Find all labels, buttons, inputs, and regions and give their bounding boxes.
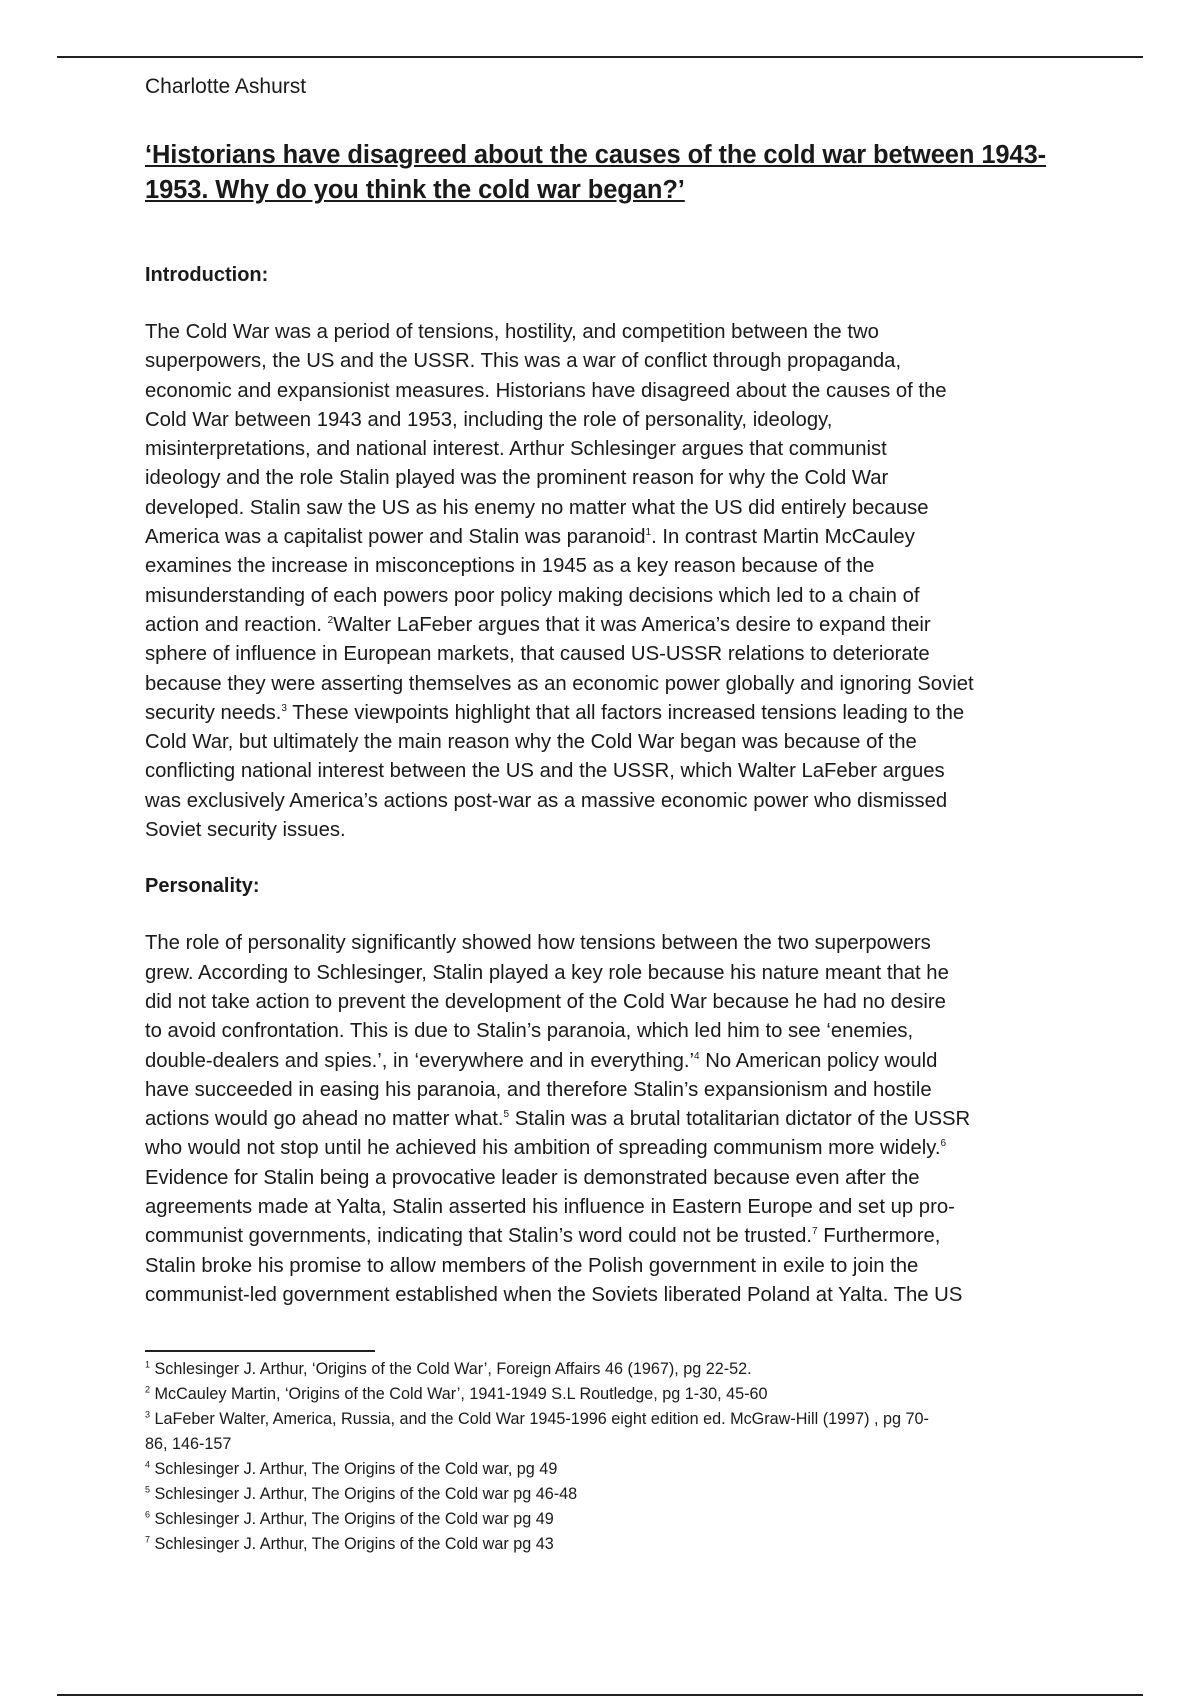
text-fragment: Stalin was a brutal totalitarian dictator of the USSR [509,1108,971,1131]
text-fragment: security needs. [145,701,282,724]
header-rule [57,56,1143,58]
footnote-text: 86, 146-157 [145,1435,232,1453]
text-line [145,699,1070,728]
text-fragment: Furthermore, [817,1225,941,1248]
footnote-number: 2 [145,1384,151,1395]
author-name: Charlotte Ashurst [145,75,307,98]
text-line [145,611,1070,640]
text-line: grew. According to Schlesinger, Stalin played a key role because his nature meant that he [145,961,949,984]
essay-title [145,138,1070,208]
text-line [145,1047,1070,1076]
text-line: conflicting national interest between the US and the USSR, which Walter LaFeber argues [145,760,945,783]
text-fragment: These viewpoints highlight that all factors increased tensions leading to the [286,701,965,724]
text-fragment: double-dealers and spies.’, in ‘everywhere and in everything.’ [145,1049,695,1072]
text-line: The role of personality significantly showed how tensions between the two superpowers [145,932,931,955]
text-fragment: No American policy would [699,1049,938,1072]
footer-rule [57,1694,1143,1696]
footnote-text: Schlesinger J. Arthur, The Origins of the Cold war pg 49 [150,1510,554,1528]
text-line: developed. Stalin saw the US as his enemy no matter what the US did entirely because [145,496,929,519]
footnote [145,1507,1070,1532]
text-line [145,1134,1070,1163]
text-line: Cold War between 1943 and 1953, including the role of personality, ideology, [145,408,833,431]
text-line: ideology and the role Stalin played was the prominent reason for why the Cold War [145,467,889,490]
text-line: was exclusively America’s actions post-war as a massive economic power who dismissed [145,789,948,812]
text-line: have succeeded in easing his paranoia, and therefore Stalin’s expansionism and hostile [145,1078,932,1101]
footnote-number: 7 [145,1534,151,1545]
footnote-text: LaFeber Walter, America, Russia, and the Cold War 1945-1996 eight edition ed. McGraw-Hill (1997) , pg 70- [150,1410,929,1428]
text-line: examines the increase in misconceptions in 1945 as a key reason because of the [145,555,875,578]
text-line [145,1105,1070,1134]
footnote-number: 6 [145,1509,151,1520]
footnote [145,1382,1070,1407]
footnote-text: McCauley Martin, ‘Origins of the Cold War’, 1941-1949 S.L Routledge, pg 1-30, 45-60 [150,1385,768,1403]
personality-paragraph [145,929,1070,1310]
footnote-number: 5 [145,1484,151,1495]
text-fragment: America was a capitalist power and Stalin was paranoid [145,526,646,549]
footnote [145,1457,1070,1482]
footnote-number: 1 [145,1359,151,1370]
text-line [145,523,1070,552]
introduction-paragraph [145,318,1070,845]
text-line: to avoid confrontation. This is due to Stalin’s paranoia, which led him to see ‘enemies, [145,1020,914,1043]
text-line: communist-led government established when the Soviets liberated Poland at Yalta. The US [145,1283,963,1306]
footnote-ref: 6 [940,1138,947,1150]
document-page [145,72,1070,1310]
footnote [145,1357,1070,1382]
footnote-ref: 5 [503,1109,510,1121]
text-fragment: action and reaction. [145,613,328,636]
footnote-number: 4 [145,1459,151,1470]
title-line-1: ‘Historians have disagreed about the causes of the cold war between 1943- [145,141,1047,169]
text-fragment: who would not stop until he achieved his ambition of spreading communism more widely. [145,1137,941,1160]
footnote-text: Schlesinger J. Arthur, ‘Origins of the Cold War’, Foreign Affairs 46 (1967), pg 22-52. [150,1360,752,1378]
introduction-heading: Introduction: [145,264,269,286]
footnote [145,1407,1070,1432]
text-line: superpowers, the US and the USSR. This was a war of conflict through propaganda, [145,350,902,373]
text-line: The Cold War was a period of tensions, hostility, and competition between the two [145,321,879,343]
text-line: economic and expansionist measures. Historians have disagreed about the causes of the [145,379,947,402]
personality-heading: Personality: [145,875,260,898]
footnote-ref: 3 [281,703,287,715]
text-line: agreements made at Yalta, Stalin asserted his influence in Eastern Europe and set up pro- [145,1196,955,1219]
text-line: misinterpretations, and national interest. Arthur Schlesinger argues that communist [145,438,887,461]
text-fragment: communist governments, indicating that Stalin’s word could not be trusted. [145,1225,813,1248]
footnote [145,1532,1070,1557]
text-line: Evidence for Stalin being a provocative leader is demonstrated because even after the [145,1166,920,1189]
text-line: Stalin broke his promise to allow members of the Polish government in exile to join the [145,1254,919,1277]
footnote-continuation [145,1432,1070,1457]
text-line: misunderstanding of each powers poor policy making decisions which led to a chain of [145,584,920,607]
text-line: Cold War, but ultimately the main reason why the Cold War began was because of the [145,731,917,754]
text-fragment: . In contrast Martin McCauley [651,526,915,549]
footnote-ref: 7 [812,1226,818,1238]
text-line: did not take action to prevent the development of the Cold War because he had no desire [145,990,946,1013]
footnote-text: Schlesinger J. Arthur, The Origins of the Cold war pg 43 [150,1535,554,1553]
footnotes [145,1357,1070,1557]
footnote-separator [145,1350,375,1352]
footnote-text: Schlesinger J. Arthur, The Origins of the Cold war pg 46-48 [150,1485,578,1503]
footnote [145,1482,1070,1507]
footnote-text: Schlesinger J. Arthur, The Origins of the Cold war, pg 49 [150,1460,558,1478]
text-line: Soviet security issues. [145,819,346,842]
footnote-number: 3 [145,1409,151,1420]
text-line [145,1222,1070,1251]
title-line-2: 1953. Why do you think the cold war began?’ [145,176,685,204]
text-fragment: Walter LaFeber argues that it was America’s desire to expand their [333,613,931,636]
footnote-ref: 2 [327,615,334,627]
text-line: because they were asserting themselves as an economic power globally and ignoring Soviet [145,672,974,695]
text-line: sphere of influence in European markets, that caused US-USSR relations to deteriorate [145,643,930,666]
footnote-ref: 1 [645,527,652,539]
footnote-ref: 4 [694,1050,700,1062]
text-fragment: actions would go ahead no matter what. [145,1108,504,1131]
